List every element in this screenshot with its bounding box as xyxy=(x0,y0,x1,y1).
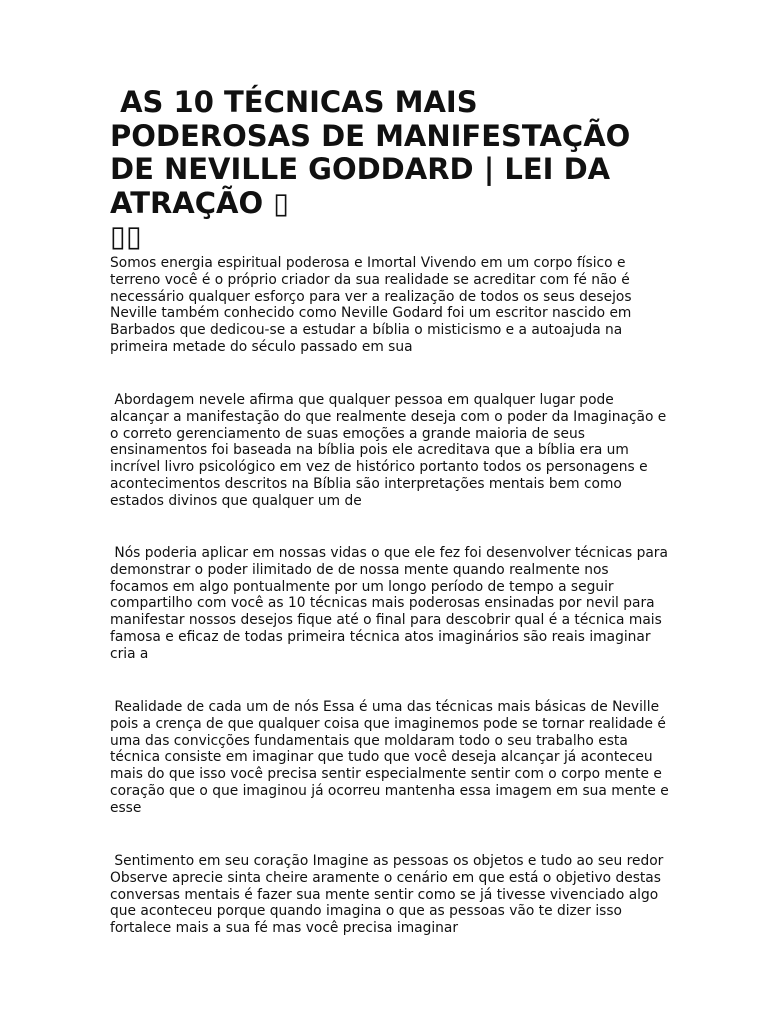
paragraph-1: Somos energia espiritual poderosa e Imortal Vivendo em um corpo físico e terreno você é o próprio criador da sua realidade se acreditar com fé não é necessário qualquer esforço para ver a realização de todos os seus desejos Neville também conhecido como Neville Godard foi um escritor nascido em Barbados que dedicou-se a estudar a bíblia o misticismo e a autoajuda na primeira metade do século passado em sua xyxy=(110,255,636,355)
paragraph-5: Sentimento em seu coração Imagine as pessoas os objetos e tudo ao seu redor Observe aprecie sinta cheire aramente o cenário em que está o objetivo destas conversas mentais é fazer sua mente sentir como se já tivesse vivenciado algo que aconteceu porque quando imagina o que as pessoas vão te dizer isso fortalece mais a sua fé mas você precisa imaginar xyxy=(110,853,668,937)
paragraph-2: Abordagem nevele afirma que qualquer pessoa em qualquer lugar pode alcançar a manifestação do que realmente deseja com o poder da Imaginação e o correto gerenciamento de suas emoções a grande maioria de seus ensinamentos foi baseada na bíblia pois ele acreditava que a bíblia era um incrível livro psicológico em vez de histórico portanto todos os personagens e acontecimentos descritos na Bíblia são interpretações mentais bem como estados divinos que qualquer um de xyxy=(110,392,671,509)
document-title: AS 10 TÉCNICAS MAIS PODEROSAS DE MANIFESTAÇÃO DE NEVILLE GODDARD | LEI DA ATRAÇÃO ▯ ▯▯ xyxy=(110,85,631,253)
paragraph-4: Realidade de cada um de nós Essa é uma das técnicas mais básicas de Neville pois a crença de que qualquer coisa que imaginemos pode se tornar realidade é uma das convicções fundamentais que moldaram todo o seu trabalho esta técnica consiste em imaginar que tudo que você deseja alcançar já aconteceu mais do que isso você precisa sentir especialmente sentir com o corpo mente e coração que o que imaginou já ocorreu mantenha essa imagem em sua mente e esse xyxy=(110,699,674,816)
paragraph-3: Nós poderia aplicar em nossas vidas o que ele fez foi desenvolver técnicas para demonstrar o poder ilimitado de de nossa mente quando realmente nos focamos em algo pontualmente por um longo período de tempo a seguir compartilho com você as 10 técnicas mais poderosas ensinadas por nevil para manifestar nossos desejos fique até o final para descobrir qual é a técnica mais famosa e eficaz de todas primeira técnica atos imaginários são reais imaginar cria a xyxy=(110,545,673,662)
